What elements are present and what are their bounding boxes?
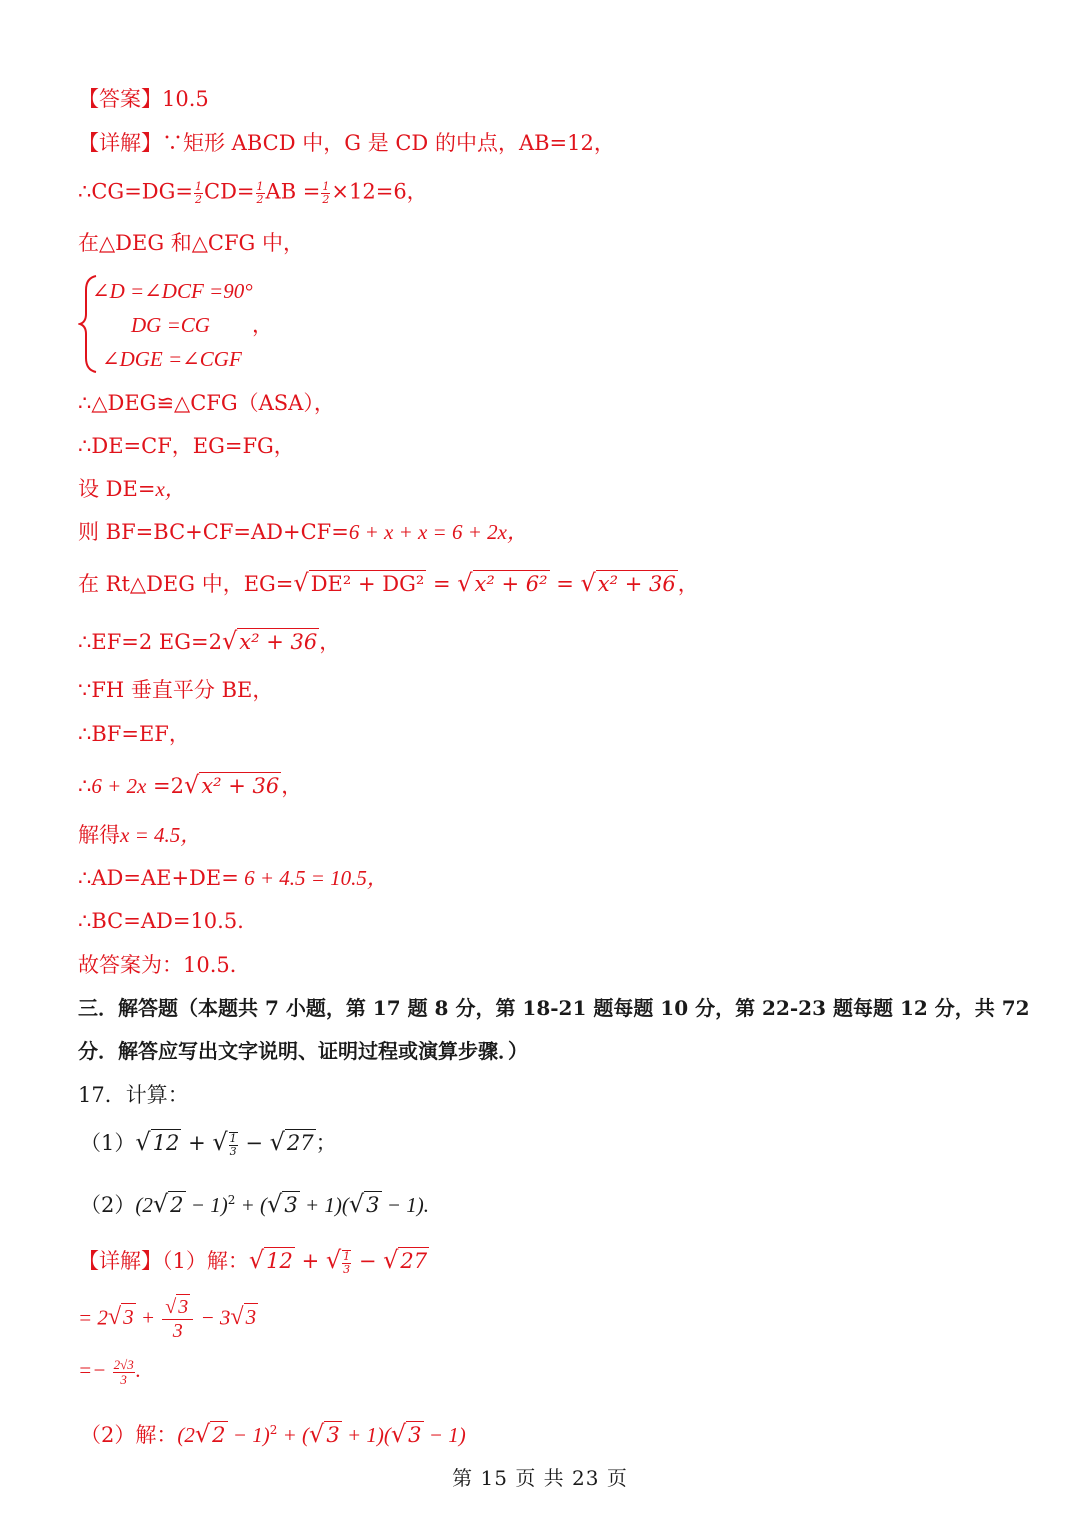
in-triangles-line: 在△DEG 和△CFG 中， [78, 231, 305, 255]
system-comma: ， [252, 313, 273, 337]
q17-part-2: $(2)(2√2 - 1)^2 + (√3 + 1)(√3 - 1)$. [80, 1190, 429, 1218]
final-answer-line: 故答案为：10.5． [78, 953, 251, 977]
solution-2-line: （2）解：$(2√2 - 1)^2 + (√3 + 1)(√3 - 1)$ [80, 1420, 466, 1448]
system-eq-2: DG =CG [131, 313, 210, 337]
question-17: 17．计算： [78, 1083, 189, 1107]
solve-line: 解得x = 4.5， [78, 823, 202, 847]
set-x-line: 设 DE=x， [78, 477, 186, 501]
ef-line: ∴EF=2 EG=2√x² + 36， [78, 627, 341, 655]
page-number-footer: 第 15 页 共 23 页 [452, 1466, 628, 1490]
bf-line: 则 BF=BC+CF=AD+CF=6 + x + x = 6 + 2x， [78, 520, 528, 544]
equal-sides-line: ∴DE=CF，EG=FG， [78, 434, 295, 458]
solution-1-step-2: = 2√3 + $\frac{√ 3}{3}$ − 3√3 [78, 1296, 257, 1342]
equation-line: ∴6 + 2x =2√x² + 36， [78, 771, 303, 799]
ad-line: ∴AD=AE+DE= 6 + 4.5 = 10.5， [78, 866, 388, 890]
section-3-heading: 三．解答题（本题共 7 小题，第 17 题 8 分，第 18-21 题每题 10 分，第 22-23 题每题 12 分，共 72 [78, 996, 1030, 1020]
detail-line-1: 【详解】∵矩形 ABCD 中，G 是 CD 的中点，AB=12， [78, 131, 615, 155]
bc-line: ∴BC=AD=10.5． [78, 909, 259, 933]
section-3-heading-cont: 分．解答应写出文字说明、证明过程或演算步骤．） [78, 1039, 528, 1063]
system-eq-1: ∠D =∠DCF =90° [92, 279, 253, 303]
q17-part-1: （1）√12 + √ $\frac{1}{3}$ − √27； [80, 1128, 337, 1158]
solution-1-step-3: =− $\frac{2√3}{3}$ . [78, 1357, 141, 1387]
system-eq-3: ∠DGE =∠CGF [102, 347, 242, 371]
solution-1-line: 【详解】（1）解：√12 + √ $\frac{1}{3}$ − √27 [78, 1246, 428, 1276]
cg-dg-line: ∴CG=DG= $\frac{1}{2}$ CD= $\frac{1}{2}$ AB = $\frac{1}{2}$ ×12=6， [78, 179, 428, 206]
fh-line: ∵FH 垂直平分 BE， [78, 678, 274, 702]
congruent-line: ∴△DEG≌△CFG（ASA）， [78, 391, 335, 415]
bf-ef-line: ∴BF=EF， [78, 722, 190, 746]
rt-triangle-line: 在 Rt△DEG 中，EG=√DE² + DG² = √x² + 6² = √x² + 36， [78, 569, 699, 597]
answer-line: 【答案】10.5 [78, 87, 209, 111]
